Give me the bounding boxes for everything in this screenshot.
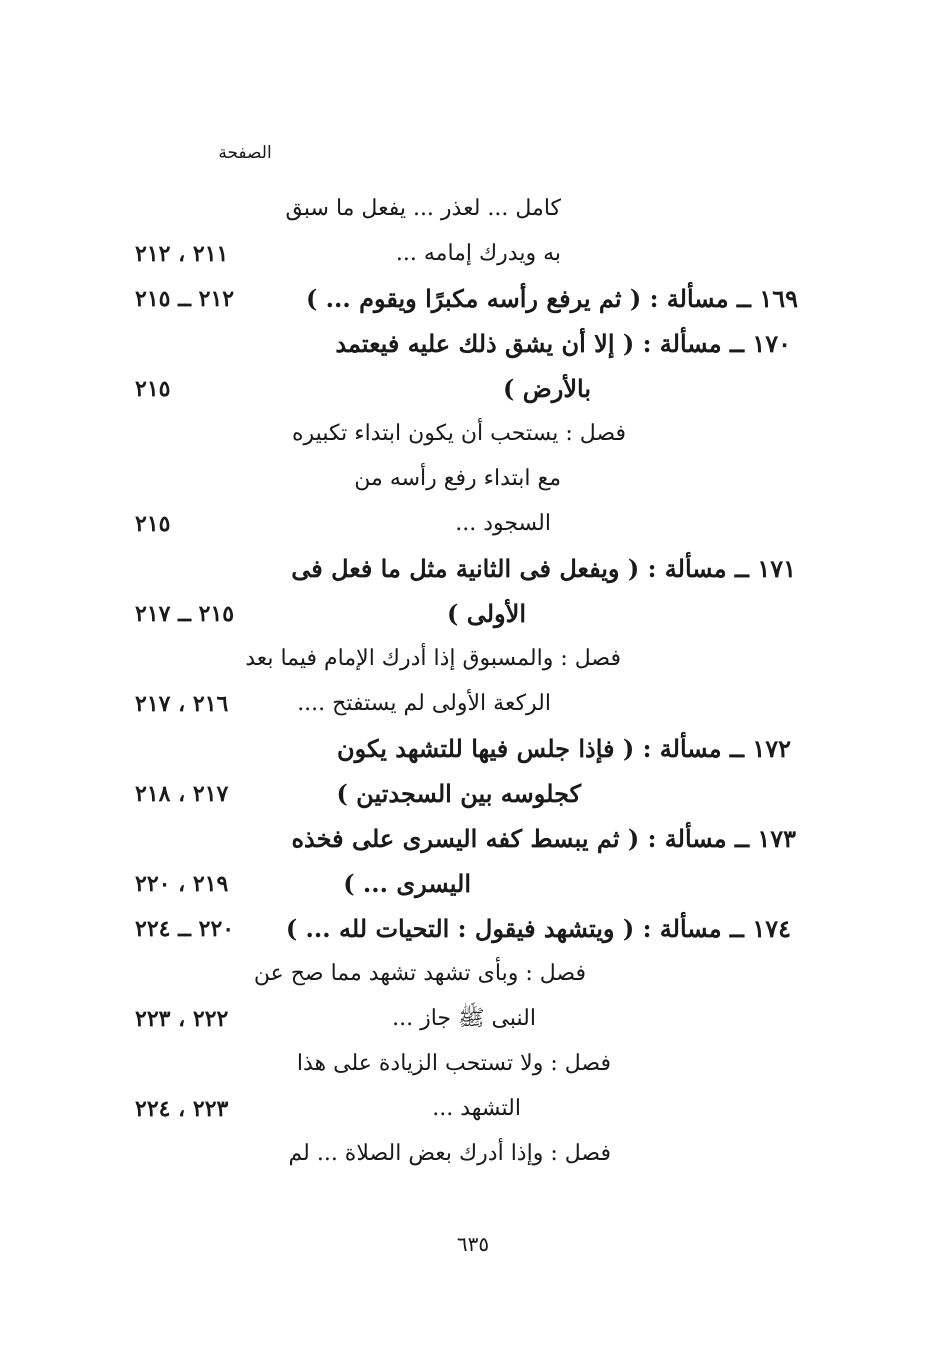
toc-entry-title: فصل : وإذا أدرك بعض الصلاة ... لم: [288, 1141, 611, 1166]
page-number: ٦٣٥: [456, 1232, 490, 1256]
toc-entry: [0, 593, 946, 635]
toc-entry-title: بالأرض ): [503, 374, 591, 403]
toc-entry-pages: ٢١٧ ، ٢١٨: [135, 781, 229, 807]
toc-entry-title: ١٧٠ ــ مسألة : ( إلا أن يشق ذلك عليه فيعتمد: [335, 329, 791, 358]
toc-entry: [0, 1133, 946, 1175]
toc-entry-pages: ٢١٢ ــ ٢١٥: [135, 286, 235, 312]
toc-entry-title: ١٧٣ ــ مسألة : ( ثم يبسط كفه اليسرى على فخذه: [291, 824, 796, 853]
toc-entry: [0, 548, 946, 590]
toc-entry-title: ١٦٩ ــ مسألة : ( ثم يرفع رأسه مكبرًا ويقوم ... ): [305, 284, 798, 313]
toc-entry-pages: ٢١٥: [135, 511, 171, 537]
toc-entry-title: به ويدرك إمامه ...: [395, 241, 561, 266]
toc-entry: [0, 1088, 946, 1130]
toc-entry-pages: ٢١٦ ، ٢١٧: [135, 691, 229, 717]
toc-entry-pages: ٢١١ ، ٢١٢: [135, 241, 229, 267]
toc-entry: [0, 683, 946, 725]
toc-entry-title: ١٧١ ــ مسألة : ( ويفعل فى الثانية مثل ما فعل فى: [291, 554, 796, 583]
toc-entry-title: النبى ﷺ جاز ...: [392, 1006, 536, 1031]
toc-entry: [0, 818, 946, 860]
toc-entry-title: فصل : والمسبوق إذا أدرك الإمام فيما بعد: [245, 646, 621, 671]
toc-entry-pages: ٢٢٣ ، ٢٢٤: [135, 1096, 229, 1122]
toc-entry-title: مع ابتداء رفع رأسه من: [354, 466, 561, 491]
toc-entry: [0, 368, 946, 410]
toc-entry: [0, 458, 946, 500]
toc-entry: [0, 728, 946, 770]
toc-entry: [0, 233, 946, 275]
toc-entry: [0, 998, 946, 1040]
toc-entry: [0, 908, 946, 950]
toc-entry-title: الركعة الأولى لم يستفتح ....: [297, 691, 551, 716]
toc-entry-pages: ٢١٥: [135, 376, 171, 402]
toc-entry-title: فصل : يستحب أن يكون ابتداء تكبيره: [292, 421, 626, 446]
toc-entry-pages: ٢١٩ ، ٢٢٠: [135, 871, 229, 897]
toc-entry: [0, 1043, 946, 1085]
page-column-header: الصفحة: [218, 143, 272, 163]
toc-entry-title: كامل ... لعذر ... يفعل ما سبق: [285, 196, 561, 221]
toc-entry-title: كجلوسه بين السجدتين ): [336, 779, 581, 808]
toc-entry-title: السجود ...: [455, 511, 551, 536]
toc-entry-title: فصل : ولا تستحب الزيادة على هذا: [296, 1051, 611, 1076]
toc-entry: [0, 863, 946, 905]
toc-entry-title: ١٧٤ ــ مسألة : ( ويتشهد فيقول : التحيات لله ... ): [285, 914, 791, 943]
toc-entry: [0, 503, 946, 545]
toc-entry-title: التشهد ...: [432, 1096, 521, 1121]
toc-entry-title: اليسرى ... ): [343, 869, 471, 898]
toc-entry-title: الأولى ): [447, 599, 526, 628]
toc-entry-pages: ٢١٥ ــ ٢١٧: [135, 601, 235, 627]
toc-entry: [0, 323, 946, 365]
toc-entry: [0, 188, 946, 230]
toc-entry: [0, 278, 946, 320]
toc-entry: [0, 953, 946, 995]
toc-entry: [0, 773, 946, 815]
toc-entry-pages: ٢٢٠ ــ ٢٢٤: [135, 916, 235, 942]
toc-entry-title: فصل : وبأى تشهد تشهد مما صح عن: [253, 961, 586, 986]
toc-entry-title: ١٧٢ ــ مسألة : ( فإذا جلس فيها للتشهد يكون: [336, 734, 791, 763]
toc-entry: [0, 413, 946, 455]
toc-entry-pages: ٢٢٢ ، ٢٢٣: [135, 1006, 229, 1032]
toc-entry: [0, 638, 946, 680]
